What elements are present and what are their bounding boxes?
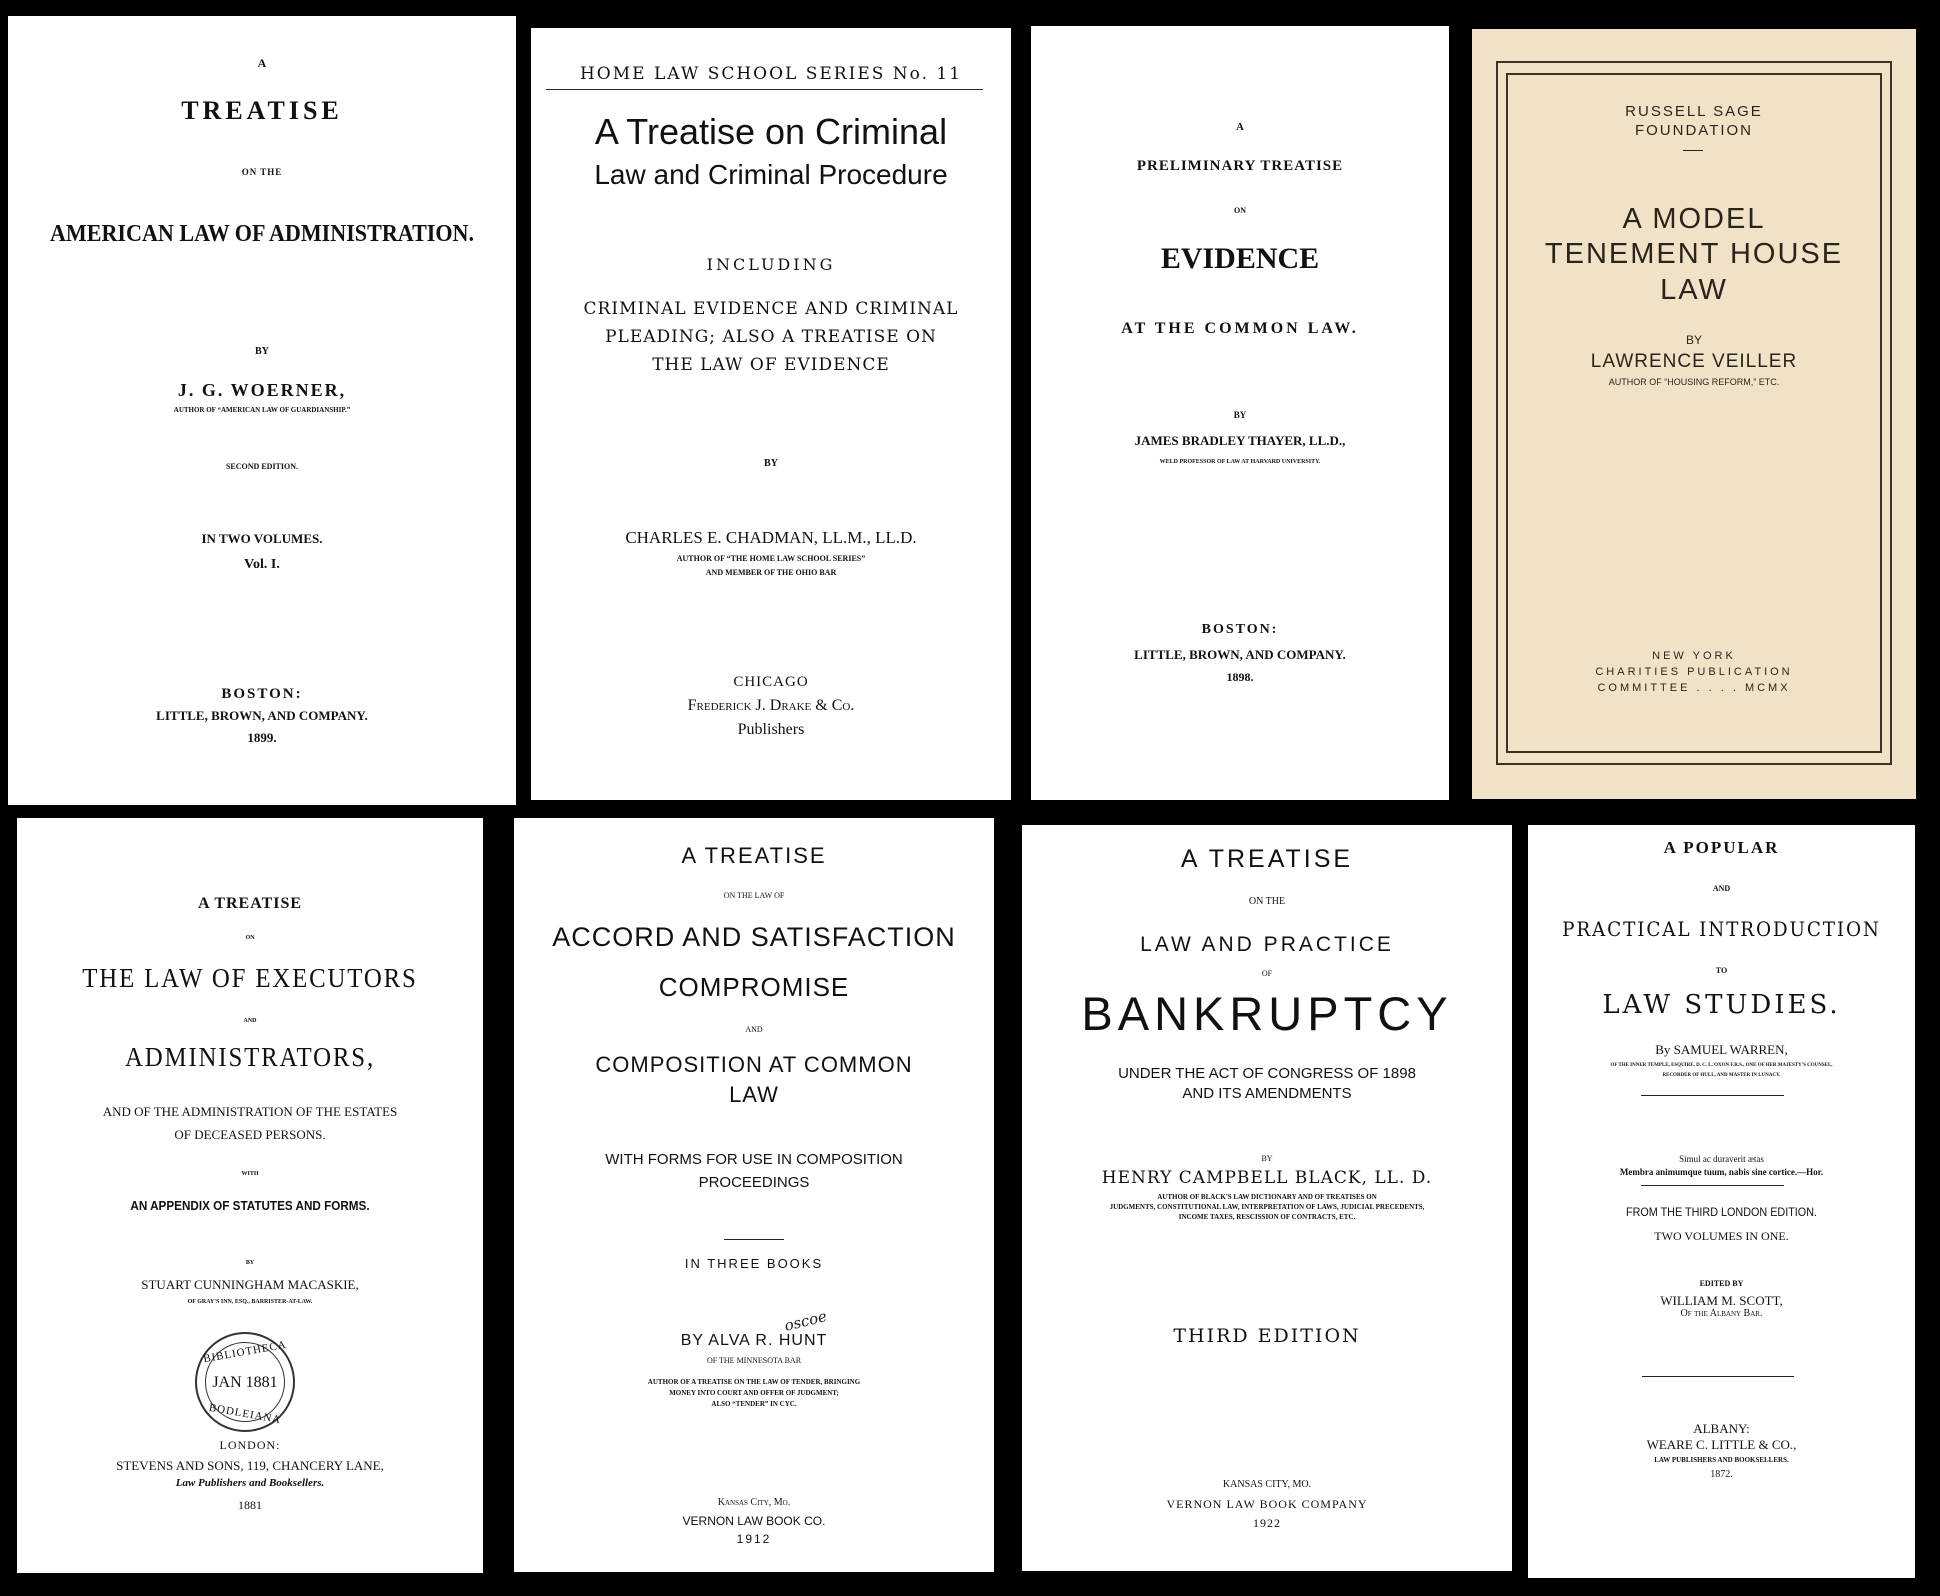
book-title: A TREATISE [1180, 845, 1354, 873]
org-name-line-2: FOUNDATION [1634, 122, 1754, 139]
author-name: LAWRENCE VEILLER [1590, 351, 1798, 372]
quote-line-1: Simul ac duraverit ætas [1679, 1154, 1764, 1164]
books-rule [724, 1239, 784, 1240]
author-note: WELD PROFESSOR OF LAW AT HARVARD UNIVERSITY. [1159, 459, 1321, 465]
stamp-top-text: BIBLIOTHECA [202, 1338, 288, 1366]
publisher-name: LITTLE, BROWN, AND COMPANY. [156, 708, 368, 723]
author-credits-line-3: ALSO “TENDER” IN CYC. [711, 1400, 797, 1408]
by-label: BY [1685, 333, 1702, 347]
title-page-law-of-executors [17, 818, 483, 1573]
author-note-line-1: AUTHOR OF “THE HOME LAW SCHOOL SERIES” [676, 554, 866, 563]
book-subject: AMERICAN LAW OF ADMINISTRATION. [49, 221, 475, 247]
publisher-rule [1642, 1376, 1794, 1377]
publisher-city: KANSAS CITY, MO. [1222, 1479, 1312, 1490]
book-title: TREATISE [181, 96, 343, 125]
books-label: IN THREE BOOKS [684, 1256, 824, 1271]
article-a: A [257, 56, 267, 70]
publisher-label: Publishers [737, 721, 805, 738]
author-note: AUTHOR OF “HOUSING REFORM,” ETC. [1608, 377, 1780, 387]
quote-line-2: Membra animumque tuum, nabis sine cortice.—Hor. [1619, 1167, 1824, 1177]
book-title: A POPULAR [1663, 838, 1780, 857]
publisher-city: Kansas City, Mo. [717, 1497, 791, 1508]
under-act-line-2: AND ITS AMENDMENTS [1182, 1085, 1352, 1102]
author-credits-line-3: INCOME TAXES, RESCISSION OF CONTRACTS, ETC. [1178, 1213, 1356, 1221]
quote-rule-bottom [1641, 1185, 1784, 1186]
description-line-3: THE LAW OF EVIDENCE [652, 355, 890, 375]
edition-label: SECOND EDITION. [225, 462, 298, 471]
by-label: BY [1233, 410, 1247, 420]
author-name: CHARLES E. CHADMAN, LL.M., LL.D. [625, 528, 917, 547]
publisher-city: BOSTON: [1201, 622, 1279, 637]
author-name: By SAMUEL WARREN, [1655, 1042, 1788, 1057]
book-title-line-1: A MODEL [1622, 203, 1766, 235]
by-label: BY [1261, 1154, 1273, 1163]
subject-line-2: LAW STUDIES. [1602, 990, 1841, 1020]
edition-label: FROM THE THIRD LONDON EDITION. [1625, 1205, 1817, 1219]
handwritten-annotation: oscoe [782, 1307, 829, 1335]
publisher-name: STEVENS AND SONS, 119, CHANCERY LANE, [116, 1458, 384, 1473]
edition-label: THIRD EDITION [1173, 1325, 1361, 1347]
author-credits-line-2: JUDGMENTS, CONSTITUTIONAL LAW, INTERPRETATION OF LAWS, JUDICIAL PRECEDENTS, [1109, 1203, 1425, 1211]
with-label: WITH [241, 1171, 259, 1177]
subject-line-4: LAW [729, 1082, 779, 1107]
including-label: INCLUDING [706, 255, 836, 274]
publisher-city: LONDON: [219, 1438, 281, 1452]
publisher-name: VERNON LAW BOOK COMPANY [1166, 1497, 1368, 1511]
book-title: A TREATISE [681, 843, 827, 868]
on-the-label: ON THE [241, 167, 283, 177]
subject-line-1: ACCORD AND SATISFACTION [552, 922, 956, 952]
book-title-line-3: LAW [1660, 274, 1728, 306]
subject-line-1: LAW AND PRACTICE [1140, 933, 1394, 956]
subject-line-2: BANKRUPTCY [1081, 987, 1453, 1040]
editor-note: Of the Albany Bar. [1680, 1308, 1763, 1319]
editor-name: WILLIAM M. SCOTT, [1660, 1293, 1783, 1308]
library-stamp [195, 1332, 295, 1432]
publisher-city: CHICAGO [733, 674, 809, 690]
publisher-city: ALBANY: [1693, 1421, 1750, 1436]
and-label: AND [1712, 884, 1731, 893]
appendix-label: AN APPENDIX OF STATUTES AND FORMS. [130, 1198, 370, 1213]
book-subject-line-2: AT THE COMMON LAW. [1121, 320, 1359, 337]
title-page-american-law-of-administration [8, 16, 516, 805]
publisher-name: LITTLE, BROWN, AND COMPANY. [1134, 647, 1346, 662]
subject-line-1: PRACTICAL INTRODUCTION [1562, 917, 1881, 941]
title-page-evidence [1031, 26, 1449, 800]
publication-year: 1922 [1253, 1516, 1281, 1530]
book-title-line-2: TENEMENT HOUSE [1544, 238, 1844, 270]
and-label: AND [243, 1018, 257, 1024]
quote-rule-top [1641, 1095, 1784, 1096]
org-name-line-1: RUSSELL SAGE [1625, 103, 1763, 120]
volume-number: Vol. I. [244, 557, 280, 572]
author-note: OF THE MINNESOTA BAR [706, 1356, 802, 1365]
author-credits-line-1: AUTHOR OF BLACK'S LAW DICTIONARY AND OF TREATISES ON [1157, 1193, 1377, 1201]
stamp-date: JAN 1881 [212, 1374, 278, 1391]
title-page-bankruptcy [1022, 825, 1512, 1571]
subject-line-1: THE LAW OF EXECUTORS [82, 963, 418, 993]
series-label: HOME LAW SCHOOL SERIES No. 11 [579, 64, 963, 84]
author-credits-line-2: MONEY INTO COURT AND OFFER OF JUDGMENT; [669, 1389, 839, 1397]
on-label: ON [245, 935, 255, 941]
of-label: OF [1261, 969, 1273, 978]
author-name: J. G. WOERNER, [177, 380, 347, 400]
description-line-1: CRIMINAL EVIDENCE AND CRIMINAL [583, 299, 959, 319]
title-page-criminal-law [531, 28, 1011, 800]
on-the-label: ON THE [1248, 896, 1286, 907]
subject-line-2: ADMINISTRATORS, [124, 1042, 376, 1072]
author-name: BY ALVA R. HUNT [680, 1332, 828, 1349]
by-label: BY [764, 458, 778, 469]
book-title: A TREATISE [197, 895, 303, 912]
author-note-line-2: AND MEMBER OF THE OHIO BAR [705, 568, 837, 577]
publisher-label: LAW PUBLISHERS AND BOOKSELLERS. [1654, 1456, 1789, 1464]
author-name: JAMES BRADLEY THAYER, LL.D., [1134, 433, 1346, 448]
on-label: ON [1234, 206, 1246, 215]
publisher-city: BOSTON: [221, 686, 303, 702]
author-credits-line-1: AUTHOR OF A TREATISE ON THE LAW OF TENDER, BRINGING [647, 1378, 861, 1386]
book-title-line-2: Law and Criminal Procedure [594, 159, 948, 190]
subject-line-2: COMPROMISE [658, 972, 850, 1002]
by-label: BY [245, 1260, 255, 1266]
subject-line-3: COMPOSITION AT COMMON [595, 1052, 913, 1077]
author-credits-line-1: OF THE INNER TEMPLE, ESQUIRE, D. C. L. OXON F.R.S., ONE OF HER MAJESTY'S COUNSEL, [1610, 1063, 1833, 1068]
publisher-name: VERNON LAW BOOK CO. [682, 1514, 826, 1528]
book-subject: EVIDENCE [1160, 242, 1320, 275]
author-name: STUART CUNNINGHAM MACASKIE, [141, 1277, 359, 1292]
series-rule [546, 89, 983, 90]
article-a: A [1236, 121, 1244, 133]
publisher-name: Frederick J. Drake & Co. [687, 697, 855, 714]
by-label: BY [255, 346, 269, 357]
title-page-law-studies [1528, 825, 1915, 1578]
stamp-bottom-text: BODLEIANA [207, 1401, 283, 1427]
under-act-line-1: UNDER THE ACT OF CONGRESS OF 1898 [1118, 1065, 1416, 1082]
publisher-name: WEARE C. LITTLE & CO., [1646, 1437, 1797, 1452]
publication-year: 1898. [1226, 670, 1254, 684]
description-line-2: PLEADING; ALSO A TREATISE ON [605, 327, 937, 347]
org-rule [1683, 150, 1703, 151]
to-label: TO [1715, 966, 1728, 975]
description-line-1: AND OF THE ADMINISTRATION OF THE ESTATES [102, 1104, 398, 1119]
publisher-label: Law Publishers and Booksellers. [175, 1477, 325, 1489]
author-name: HENRY CAMPBELL BLACK, LL. D. [1101, 1168, 1433, 1188]
description-line-2: OF DECEASED PERSONS. [174, 1127, 326, 1142]
book-title-line-1: A Treatise on Criminal [594, 111, 948, 152]
publisher-line-2: CHARITIES PUBLICATION [1595, 666, 1793, 678]
volumes-label: IN TWO VOLUMES. [201, 531, 323, 546]
publication-year: 1872. [1710, 1469, 1733, 1480]
author-credits-line-2: RECORDER OF HULL, AND MASTER IN LUNACY. [1662, 1073, 1781, 1078]
publication-year: 1899. [247, 730, 277, 745]
publication-year: 1912 [736, 1532, 772, 1546]
author-note: OF GRAY'S INN, ESQ., BARRISTER-AT-LAW. [187, 1299, 313, 1305]
forms-line-1: WITH FORMS FOR USE IN COMPOSITION [605, 1151, 903, 1168]
title-page-model-tenement-house-law [1472, 29, 1916, 799]
on-the-law-of-label: ON THE LAW OF [723, 891, 785, 900]
forms-line-2: PROCEEDINGS [698, 1174, 810, 1191]
book-title: PRELIMINARY TREATISE [1136, 158, 1344, 174]
volumes-label: TWO VOLUMES IN ONE. [1654, 1229, 1789, 1243]
publisher-line-1: NEW YORK [1652, 650, 1736, 662]
edited-by-label: EDITED BY [1699, 1279, 1744, 1288]
author-note: AUTHOR OF “AMERICAN LAW OF GUARDIANSHIP.” [173, 406, 351, 414]
publication-year: 1881 [238, 1498, 262, 1512]
title-page-accord-and-satisfaction [514, 818, 994, 1572]
publisher-line-3: COMMITTEE . . . . MCMX [1597, 682, 1791, 694]
and-label: AND [745, 1025, 763, 1034]
